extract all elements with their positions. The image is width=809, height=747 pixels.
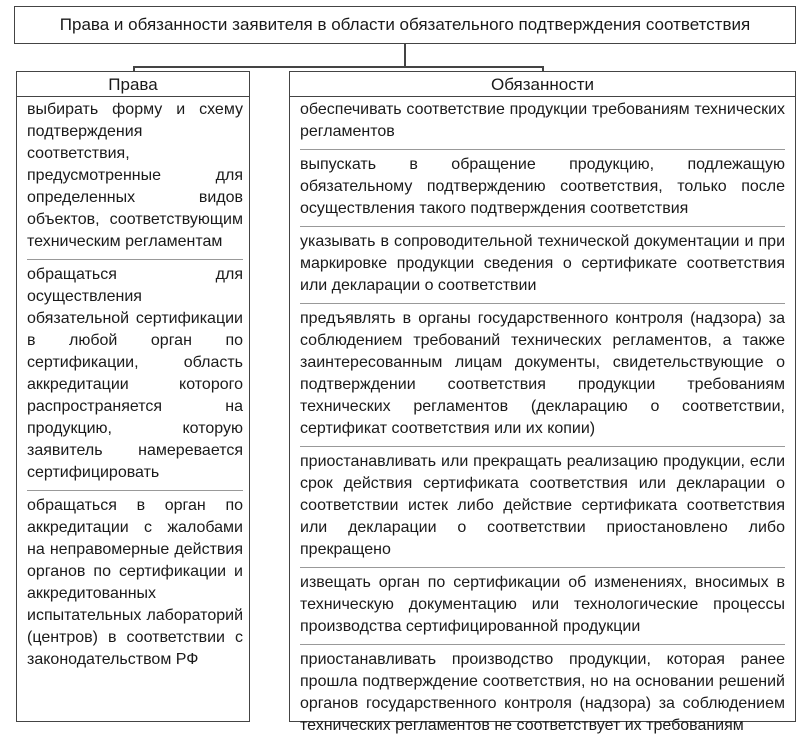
duties-item: приостанавливать или прекращать реализацию продукции, если срок действия сертификата соответствия или декларации о соответствии истек либо действие сертификата соответствия или декларации о соответствии приостановлено либо прекращено — [300, 451, 785, 568]
rights-list — [27, 99, 243, 681]
rights-item: обращаться для осуществления обязательной сертификации в любой орган по сертификации, область аккредитации которого распространяется на продукцию, которую заявитель намеревается сертифицировать — [27, 264, 243, 491]
duties-item: обеспечивать соответствие продукции требованиям технических регламентов — [300, 99, 785, 150]
duties-header: Обязанности — [490, 75, 595, 94]
rights-header: Права — [108, 75, 158, 94]
rights-column — [16, 96, 250, 722]
diagram-title-box — [14, 6, 796, 44]
duties-item: предъявлять в органы государственного контроля (надзора) за соблюдением требований технических регламентов, а также заинтересованным лицам документы, свидетельствующие о подтверждении соответствия продукции требованиям технических регламентов (декларацию о соответствии, сертификат соответствия или их копии) — [300, 308, 785, 447]
diagram-title: Права и обязанности заявителя в области обязательного подтверждения соответствия — [59, 15, 751, 34]
duties-item: извещать орган по сертификации об изменениях, вносимых в техническую документацию или технологические процессы производства сертифицированной продукции — [300, 572, 785, 645]
connector-trunk — [404, 44, 406, 66]
rights-item: обращаться в орган по аккредитации с жалобами на неправомерные действия органов по сертификации и аккредитованных испытательных лабораторий (центров) в соответствии с законодательством РФ — [27, 497, 243, 668]
duties-item: приостанавливать производство продукции, которая ранее прошла подтверждение соответствия, но на основании решений органов государственного контроля (надзора) за соблюдением технических регламентов не соответствует их требованиям — [300, 651, 785, 734]
connector-branch — [133, 66, 543, 68]
duties-list — [300, 99, 785, 747]
rights-header-box — [16, 71, 250, 97]
rights-item: выбирать форму и схему подтверждения соответствия, предусмотренные для определенных видов объектов, соответствующим техническим регламентам — [27, 99, 243, 260]
duties-item: выпускать в обращение продукцию, подлежащую обязательному подтверждению соответствия, только после осуществления такого подтверждения соответствия — [300, 154, 785, 227]
duties-column — [289, 96, 796, 734]
duties-item: указывать в сопроводительной технической документации и при маркировке продукции сведения о сертификате соответствия или декларации о соответствии — [300, 231, 785, 304]
duties-header-box — [289, 71, 796, 97]
